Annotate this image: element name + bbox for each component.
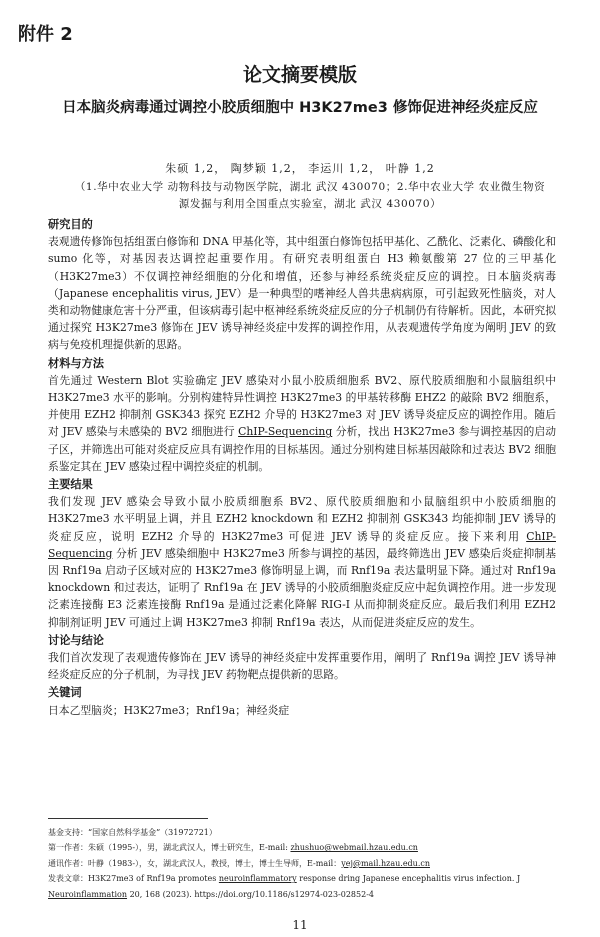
footnote-publication — [48, 871, 558, 886]
section-text-results — [48, 493, 556, 631]
footnote-separator — [48, 818, 208, 819]
publication-prefix: 发表文章：H3K27me3 of Rnf19a promotes — [48, 874, 219, 884]
section-heading-methods: 材料与方法 — [48, 356, 104, 370]
section-text-discussion: 我们首次发现了表观遗传修饰在 JEV 诱导的神经炎症中发挥重要作用，阐明了 Rnf19a 调控 JEV 诱导神经炎症反应的分子机制，为寻找 JEV 药物靶点提供新的思路。 — [48, 651, 556, 682]
section-text-methods — [48, 372, 556, 475]
section-heading-purpose: 研究目的 — [48, 218, 93, 231]
journal-name: Neuroinflammation — [48, 889, 128, 899]
section-heading-results: 主要结果 — [48, 478, 93, 492]
page-number: 11 — [292, 918, 308, 932]
methods-text-part2: 分析，找出 H3K27me3 参与调控基因的启动子区，并筛选出可能对炎症反应具有调控作用的目标基因。通过分别构建目标基因敲除和过表达 BV2 细胞系鉴定其在 JEV 感染过程中调控炎症的机制。 — [48, 425, 556, 473]
attachment-label: 附件 2 — [18, 24, 73, 45]
results-text-part1: 我们发现 JEV 感染会导致小鼠小胶质细胞系 BV2、原代胶质细胞和小鼠脑组织中小胶质细胞的 H3K27me3 水平明显上调，并且 EZH2 knockdown 和 EZH2 抑制剂 GSK343 均能抑制 JEV 诱导的炎症反应，说明 EZH2 介导的 H3K27me3 可促进 JEV 诱导的炎症反应。接下来利用 — [48, 495, 556, 543]
first-author-info: 第一作者：朱硕（1995-），男，湖北武汉人，博士研究生，E-mail: — [48, 843, 291, 853]
corresponding-author-info: 通讯作者：叶静（1983-），女，湖北武汉人，教授，博士，博士生导师，E-mail： — [48, 858, 342, 868]
chip-seq-term: ChIP-Sequencing — [238, 425, 333, 439]
section-heading-discussion: 讨论与结论 — [48, 633, 104, 647]
document-title: 论文摘要模版 — [242, 64, 357, 86]
methods-text-part1: 首先通过 Western Blot 实验确定 JEV 感染对小鼠小胶质细胞系 BV2、原代胶质细胞和小鼠脑组织中 H3K27me3 水平的影响。分别构建特异性调控 H3K27me3 的甲基转移酶 EHZ2 的敲除 BV2 细胞系，并使用 EZH2 抑制剂 GSK343 探究 EZH2 介导的 H3K27me3 对 JEV 诱导炎症反应的调控作用。随后对 JEV 感染与未感染的 BV2 细胞进行 — [48, 373, 556, 439]
doi-link[interactable]: 20, 168 (2023). https://doi.org/10.1186/s12974-023-02852-4 — [127, 889, 374, 899]
footnote-journal — [48, 887, 558, 902]
chip-seq-term: ChIP-Sequencing — [48, 529, 556, 560]
publication-term: neuroinflammatory — [218, 874, 297, 884]
affiliations: （1.华中农业大学 动物科技与动物医学院，湖北 武汉 430070；2.华中农业大学 农业微生物资源发掘与利用全国重点实验室，湖北 武汉 430070） — [74, 181, 546, 210]
results-text-part2: 分析 JEV 感染细胞中 H3K27me3 所参与调控的基因，最终筛选出 JEV 感染后炎症抑制基因 Rnf19a 启动子区域对应的 H3K27me3 修饰明显上调，而 Rnf19a 表达量明显下降。通过对 Rnf19a knockdown 和过表达，证明了 Rnf19a 在 JEV 诱导的小胶质细胞炎症反应中起负调控作用。进一步发现泛素连接酶 E3 泛素连接酶 Rnf19a 是通过泛素化降解 RIG-I 从而抑制炎症反应。最后我们利用 EZH2 抑制剂证明 JEV 可通过上调 H3K27me3 抑制 Rnf19a 表达，从而促进炎症反应的发生。 — [48, 546, 556, 629]
footnotes — [48, 825, 558, 902]
first-author-email-link[interactable]: zhushuo@webmail.hzau.edu.cn — [290, 843, 418, 853]
footnote-fund: 基金支持：“国家自然科学基金”（31972721） — [48, 828, 217, 837]
author-list: 朱硕 1,2， 陶梦颖 1,2， 李运川 1,2， 叶静 1,2 — [165, 162, 435, 175]
section-text-purpose: 表观遗传修饰包括组蛋白修饰和 DNA 甲基化等，其中组蛋白修饰包括甲基化、乙酰化、泛素化、磷酸化和 sumo 化等，对基因表达调控起重要作用。有研究表明组蛋白 H3 赖氨酸第 27 位的三甲基化（H3K27me3）不仅调控神经细胞的分化和增值，还参与神经系统炎症反应的调控。日本脑炎病毒（Japanese encephalitis virus, JEV）是一种典型的嗜神经人兽共患病病原，可引起致死性脑炎，对人类和动物健康危害十分严重，但该病毒引起中枢神经系统炎症反应的分子机制仍有待解析。因此，本研究拟通过探究 H3K27me3 修饰在 JEV 诱导神经炎症中发挥的调控作用，从表观遗传学角度为阐明 JEV 的致病与免疫机理提供新的思路。 — [48, 235, 556, 352]
footnote-corresponding-author — [48, 856, 558, 871]
publication-suffix: response dring Japanese encephalitis virus infection. J — [296, 874, 521, 884]
corresponding-email-link[interactable]: yej@mail.hzau.edu.cn — [341, 858, 430, 868]
keywords-text: 日本乙型脑炎；H3K27me3；Rnf19a；神经炎症 — [48, 703, 290, 717]
paper-title: 日本脑炎病毒通过调控小胶质细胞中 H3K27me3 修饰促进神经炎症反应 — [62, 100, 538, 116]
section-heading-keywords: 关键词 — [48, 686, 82, 700]
abstract-body — [48, 215, 556, 719]
footnote-first-author — [48, 840, 558, 855]
